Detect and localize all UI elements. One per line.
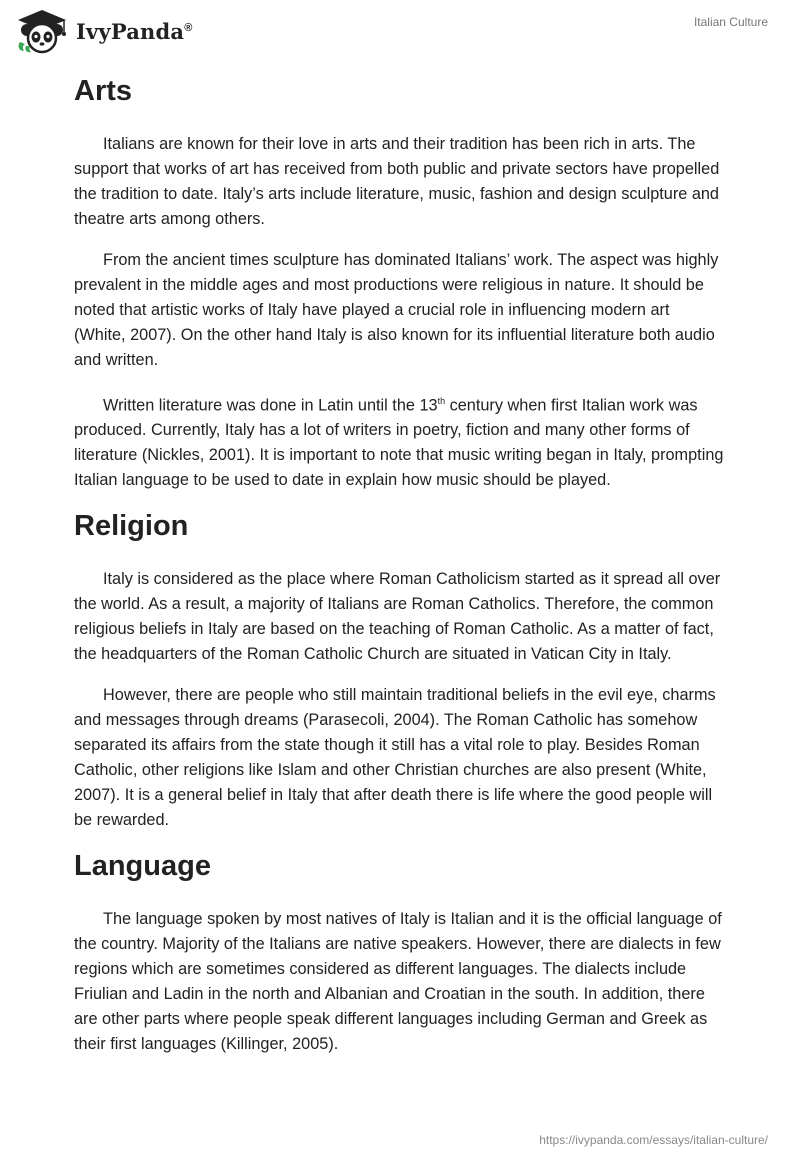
paragraph: However, there are people who still maintain traditional beliefs in the evil eye, charms and messages through dreams (Parasecoli, 2004). The Roman Catholic has somehow separated its affairs from the state though it still has a vital role to play. Besides Roman Catholic, other religions like Islam and other Christian churches are also present (White, 2007). It is a general belief in Italy that after death there is life where the good people will be rewarded. bbox=[74, 686, 716, 830]
paragraph: Italians are known for their love in arts and their tradition has been rich in arts. The support that works of art has received from both public and private sectors have propelled the tradition to date. Italy’s arts include literature, music, fashion and design sculpture and theatre arts among others. bbox=[74, 135, 720, 228]
paragraph: Written literature was done in Latin until the 13th century when first Italian work was produced. Currently, Italy has a lot of writers in poetry, fiction and many other forms of literature (Nickles, 2001). It is important to note that music writing began in Italy, prompting Italian language to be used to date in explain how music should be played. bbox=[74, 396, 724, 490]
page-header bbox=[0, 0, 800, 64]
section-heading-arts: Arts bbox=[74, 75, 133, 107]
ivypanda-logo[interactable] bbox=[14, 8, 193, 54]
document-title: Italian Culture bbox=[693, 15, 768, 29]
section-heading-religion: Religion bbox=[74, 510, 189, 543]
section-heading-language: Language bbox=[74, 850, 211, 883]
paragraph: Italy is considered as the place where Roman Catholicism started as it spread all over the world. As a result, a majority of Italians are Roman Catholics. Therefore, the common religious beliefs in Italy are based on the teaching of Roman Catholic. As a matter of fact, the headquarters of the Roman Catholic Church are situated in Vatican City in Italy. bbox=[74, 570, 721, 664]
brand-name: IvyPanda® bbox=[76, 18, 193, 44]
panda-graduation-cap-icon bbox=[14, 8, 70, 54]
essay-content bbox=[74, 70, 724, 1057]
superscript: th bbox=[437, 396, 446, 406]
paragraph: From the ancient times sculpture has dominated Italians’ work. The aspect was highly prevalent in the middle ages and most productions were religious in nature. It should be noted that artistic works of Italy have played a crucial role in influencing modern art (White, 2007). On the other hand Italy is also known for its influential literature both audio and written. bbox=[74, 251, 719, 369]
source-url-link[interactable]: https://ivypanda.com/essays/italian-culture/ bbox=[539, 1133, 768, 1147]
registered-mark: ® bbox=[184, 21, 193, 34]
paragraph: The language spoken by most natives of Italy is Italian and it is the official language of the country. Majority of the Italians are native speakers. However, there are dialects in few regions which are sometimes considered as different languages. The dialects include Friulian and Ladin in the north and Albanian and Croatian in the south. In addition, there are other parts where people speak different languages including German and Greek as their first languages (Killinger, 2005). bbox=[74, 910, 722, 1054]
